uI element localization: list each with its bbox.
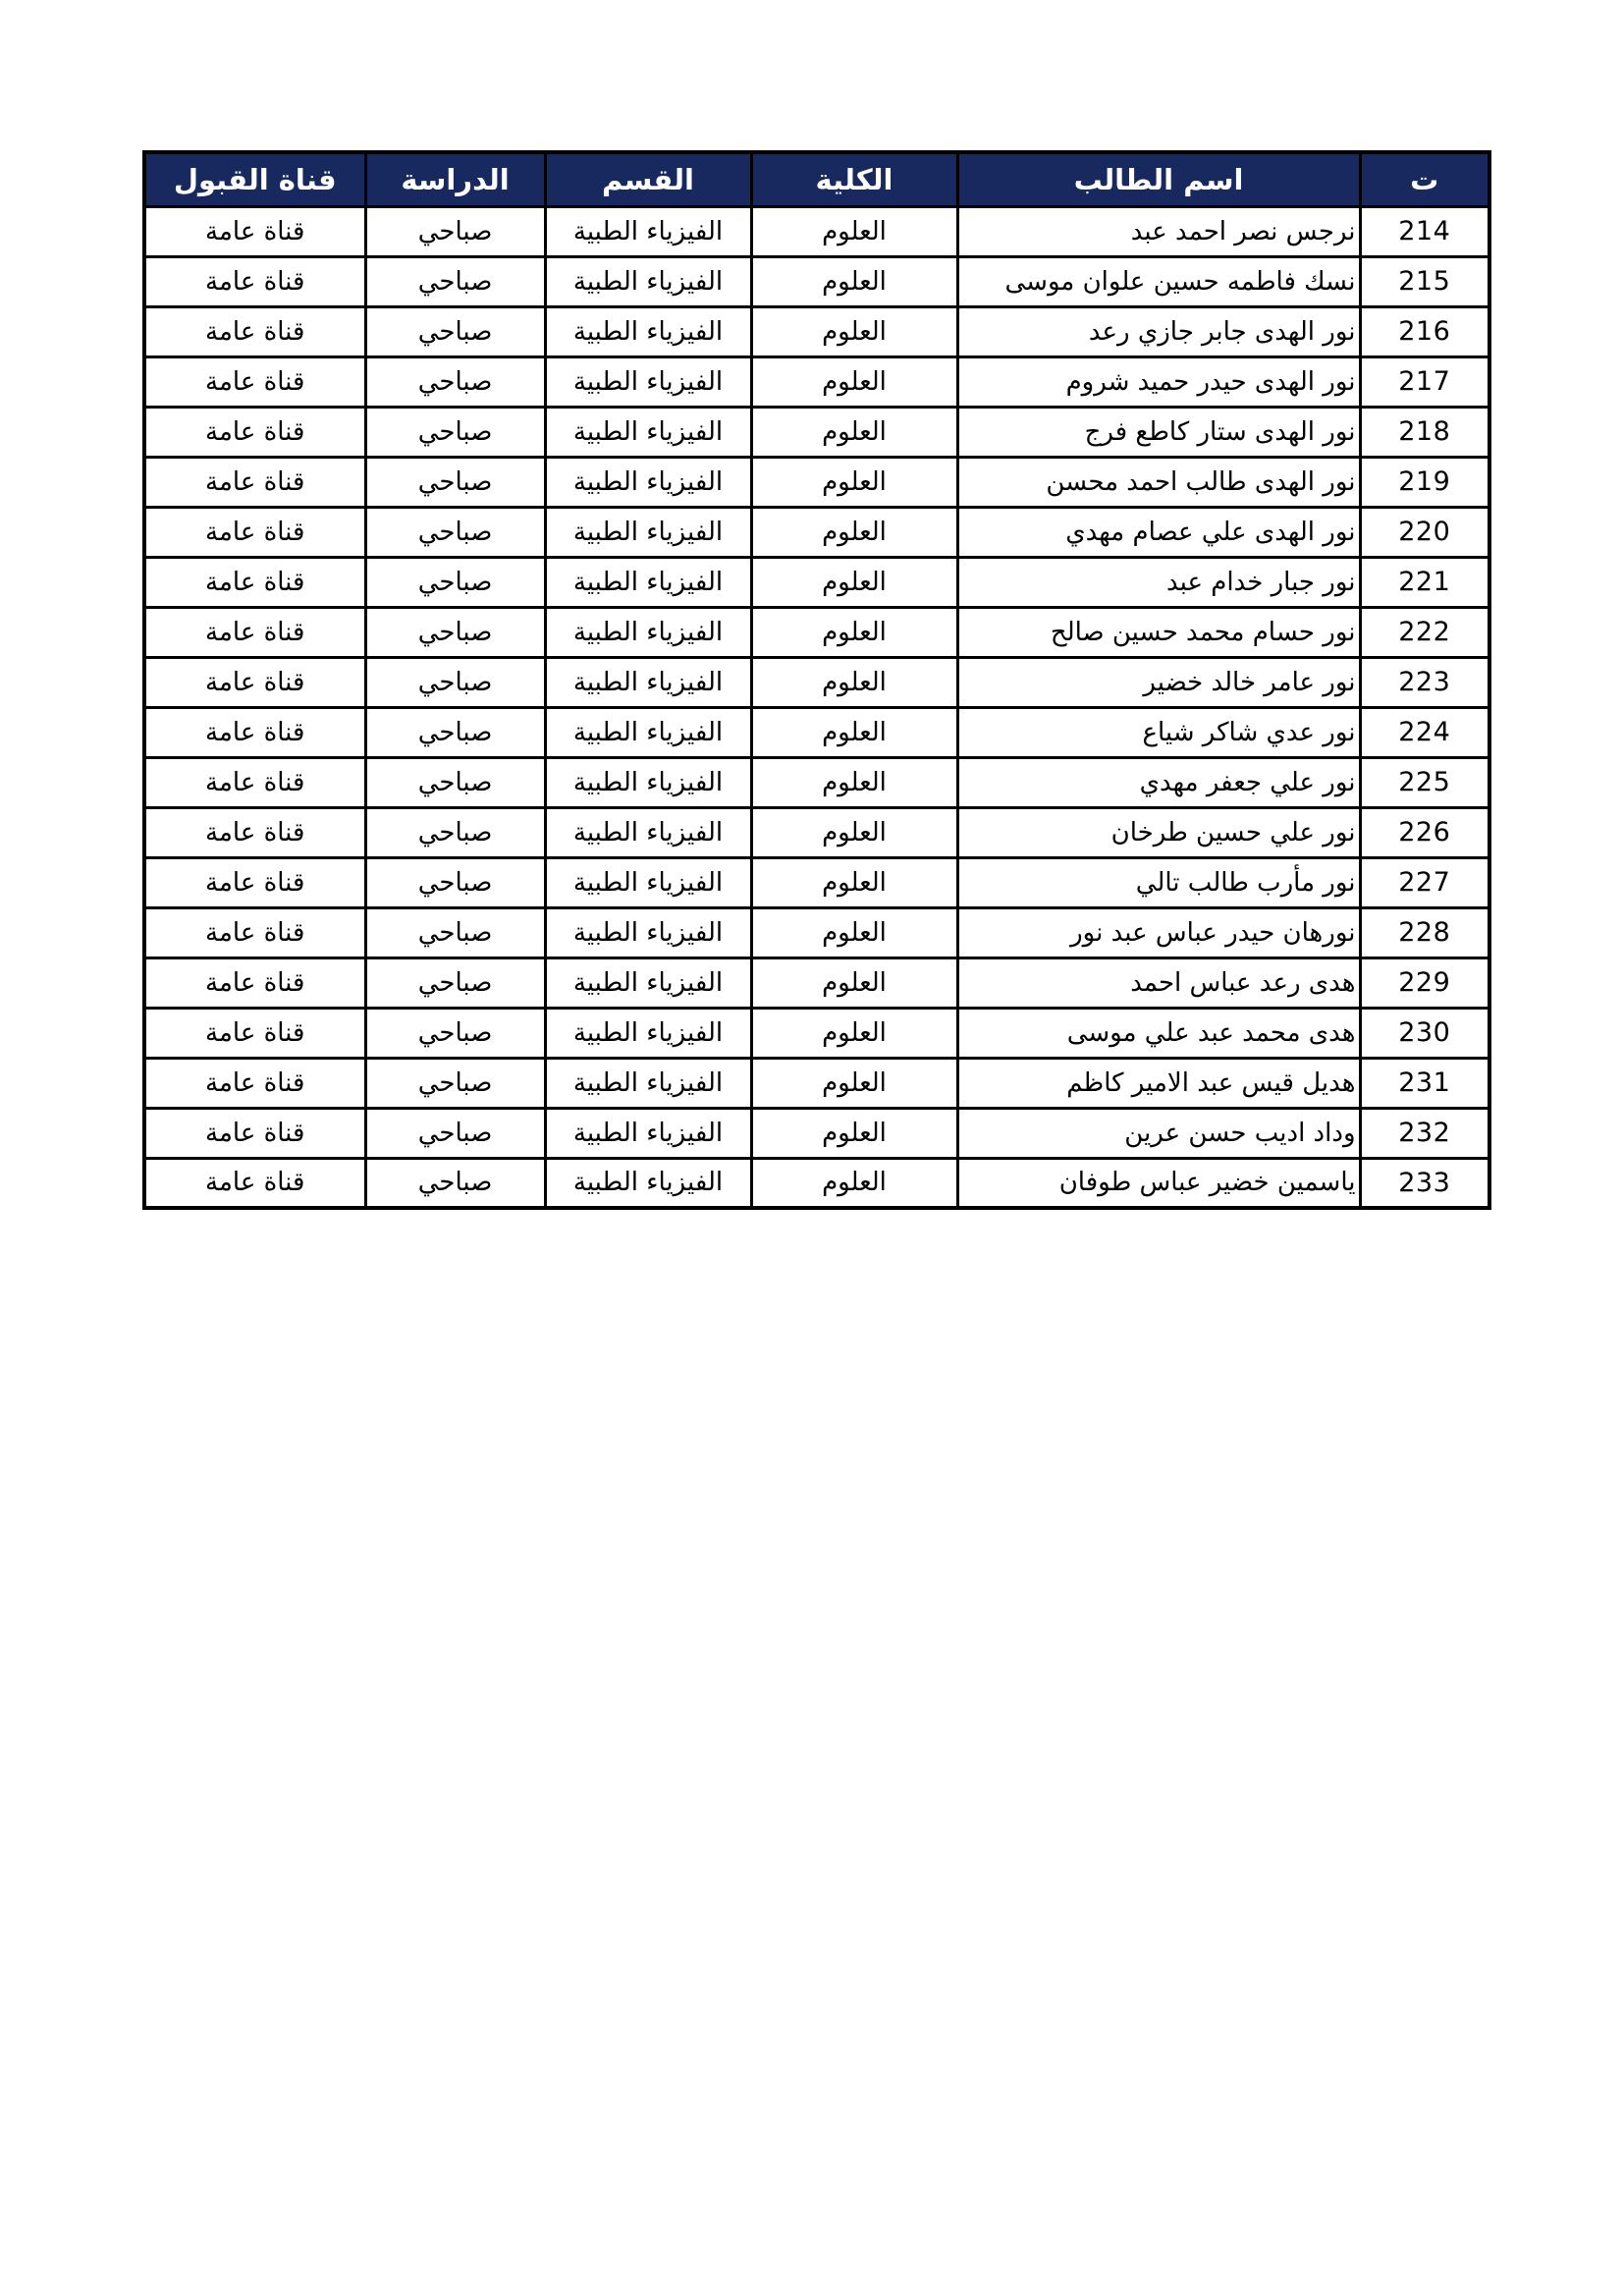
table-row	[144, 857, 1489, 907]
cell-name: نسك فاطمه حسين علوان موسى	[957, 256, 1360, 306]
header-cell-department: القسم	[545, 152, 751, 206]
cell-department: الفيزياء الطبية	[545, 907, 751, 957]
cell-study: صباحي	[365, 757, 545, 807]
cell-college: العلوم	[751, 206, 957, 256]
cell-name: نور علي حسين طرخان	[957, 807, 1360, 857]
cell-name: نور عدي شاكر شياع	[957, 707, 1360, 757]
table-header	[144, 152, 1489, 206]
cell-department: الفيزياء الطبية	[545, 256, 751, 306]
table-row	[144, 1058, 1489, 1108]
cell-study: صباحي	[365, 507, 545, 557]
cell-channel: قناة عامة	[144, 1108, 365, 1158]
cell-name: نور علي جعفر مهدي	[957, 757, 1360, 807]
cell-department: الفيزياء الطبية	[545, 457, 751, 507]
cell-channel: قناة عامة	[144, 206, 365, 256]
table-row	[144, 907, 1489, 957]
cell-channel: قناة عامة	[144, 857, 365, 907]
table-row	[144, 707, 1489, 757]
cell-index: 226	[1360, 807, 1489, 857]
cell-name: نرجس نصر احمد عبد	[957, 206, 1360, 256]
cell-department: الفيزياء الطبية	[545, 707, 751, 757]
cell-channel: قناة عامة	[144, 707, 365, 757]
cell-college: العلوم	[751, 407, 957, 457]
cell-college: العلوم	[751, 1008, 957, 1058]
cell-department: الفيزياء الطبية	[545, 807, 751, 857]
header-row	[144, 152, 1489, 206]
cell-college: العلوم	[751, 457, 957, 507]
cell-department: الفيزياء الطبية	[545, 757, 751, 807]
cell-college: العلوم	[751, 857, 957, 907]
cell-study: صباحي	[365, 1158, 545, 1208]
cell-study: صباحي	[365, 557, 545, 607]
cell-college: العلوم	[751, 607, 957, 657]
cell-study: صباحي	[365, 356, 545, 407]
cell-channel: قناة عامة	[144, 1158, 365, 1208]
cell-index: 232	[1360, 1108, 1489, 1158]
cell-college: العلوم	[751, 1058, 957, 1108]
cell-name: نور الهدى جابر جازي رعد	[957, 306, 1360, 356]
cell-index: 217	[1360, 356, 1489, 407]
cell-index: 221	[1360, 557, 1489, 607]
cell-study: صباحي	[365, 256, 545, 306]
table-row	[144, 356, 1489, 407]
cell-department: الفيزياء الطبية	[545, 557, 751, 607]
cell-index: 233	[1360, 1158, 1489, 1208]
table-row	[144, 557, 1489, 607]
table-row	[144, 507, 1489, 557]
cell-name: ياسمين خضير عباس طوفان	[957, 1158, 1360, 1208]
cell-index: 231	[1360, 1058, 1489, 1108]
table-row	[144, 457, 1489, 507]
cell-index: 215	[1360, 256, 1489, 306]
cell-index: 216	[1360, 306, 1489, 356]
cell-index: 223	[1360, 657, 1489, 707]
cell-college: العلوم	[751, 507, 957, 557]
cell-index: 222	[1360, 607, 1489, 657]
cell-channel: قناة عامة	[144, 256, 365, 306]
cell-department: الفيزياء الطبية	[545, 306, 751, 356]
cell-study: صباحي	[365, 657, 545, 707]
cell-name: هديل قيس عبد الامير كاظم	[957, 1058, 1360, 1108]
cell-channel: قناة عامة	[144, 807, 365, 857]
students-table	[142, 150, 1491, 1210]
cell-channel: قناة عامة	[144, 607, 365, 657]
cell-study: صباحي	[365, 407, 545, 457]
cell-channel: قناة عامة	[144, 507, 365, 557]
cell-name: نورهان حيدر عباس عبد نور	[957, 907, 1360, 957]
cell-name: وداد اديب حسن عرين	[957, 1108, 1360, 1158]
cell-department: الفيزياء الطبية	[545, 1158, 751, 1208]
cell-index: 229	[1360, 957, 1489, 1008]
cell-department: الفيزياء الطبية	[545, 1008, 751, 1058]
table-row	[144, 256, 1489, 306]
header-cell-channel: قناة القبول	[144, 152, 365, 206]
table-row	[144, 407, 1489, 457]
cell-channel: قناة عامة	[144, 1008, 365, 1058]
cell-college: العلوم	[751, 657, 957, 707]
cell-index: 214	[1360, 206, 1489, 256]
cell-study: صباحي	[365, 206, 545, 256]
cell-study: صباحي	[365, 1108, 545, 1158]
cell-channel: قناة عامة	[144, 356, 365, 407]
cell-study: صباحي	[365, 857, 545, 907]
cell-name: نور الهدى حيدر حميد شروم	[957, 356, 1360, 407]
table-row	[144, 1008, 1489, 1058]
cell-study: صباحي	[365, 957, 545, 1008]
cell-name: نور جبار خدام عبد	[957, 557, 1360, 607]
cell-department: الفيزياء الطبية	[545, 857, 751, 907]
cell-college: العلوم	[751, 707, 957, 757]
cell-study: صباحي	[365, 607, 545, 657]
cell-study: صباحي	[365, 1008, 545, 1058]
cell-name: نور حسام محمد حسين صالح	[957, 607, 1360, 657]
table-row	[144, 1158, 1489, 1208]
cell-channel: قناة عامة	[144, 1058, 365, 1108]
cell-study: صباحي	[365, 306, 545, 356]
table-body	[144, 206, 1489, 1208]
cell-index: 227	[1360, 857, 1489, 907]
cell-index: 219	[1360, 457, 1489, 507]
cell-index: 224	[1360, 707, 1489, 757]
header-cell-study: الدراسة	[365, 152, 545, 206]
cell-college: العلوم	[751, 957, 957, 1008]
cell-channel: قناة عامة	[144, 957, 365, 1008]
table-row	[144, 206, 1489, 256]
cell-department: الفيزياء الطبية	[545, 206, 751, 256]
cell-index: 218	[1360, 407, 1489, 457]
cell-name: نور الهدى ستار كاطع فرج	[957, 407, 1360, 457]
cell-department: الفيزياء الطبية	[545, 1058, 751, 1108]
table-row	[144, 807, 1489, 857]
cell-study: صباحي	[365, 457, 545, 507]
cell-department: الفيزياء الطبية	[545, 407, 751, 457]
header-cell-index: ت	[1360, 152, 1489, 206]
cell-college: العلوم	[751, 1158, 957, 1208]
cell-index: 225	[1360, 757, 1489, 807]
table-row	[144, 607, 1489, 657]
table-row	[144, 306, 1489, 356]
cell-channel: قناة عامة	[144, 457, 365, 507]
header-cell-name: اسم الطالب	[957, 152, 1360, 206]
table-row	[144, 657, 1489, 707]
cell-study: صباحي	[365, 907, 545, 957]
table-row	[144, 957, 1489, 1008]
cell-index: 228	[1360, 907, 1489, 957]
cell-channel: قناة عامة	[144, 907, 365, 957]
cell-study: صباحي	[365, 807, 545, 857]
cell-college: العلوم	[751, 256, 957, 306]
cell-name: نور الهدى علي عصام مهدي	[957, 507, 1360, 557]
cell-name: نور الهدى طالب احمد محسن	[957, 457, 1360, 507]
header-cell-college: الكلية	[751, 152, 957, 206]
cell-name: هدى رعد عباس احمد	[957, 957, 1360, 1008]
cell-channel: قناة عامة	[144, 657, 365, 707]
table-row	[144, 1108, 1489, 1158]
cell-index: 220	[1360, 507, 1489, 557]
cell-channel: قناة عامة	[144, 407, 365, 457]
cell-channel: قناة عامة	[144, 557, 365, 607]
cell-channel: قناة عامة	[144, 757, 365, 807]
cell-study: صباحي	[365, 1058, 545, 1108]
cell-college: العلوم	[751, 306, 957, 356]
cell-college: العلوم	[751, 1108, 957, 1158]
cell-college: العلوم	[751, 356, 957, 407]
cell-name: نور مأرب طالب تالي	[957, 857, 1360, 907]
cell-department: الفيزياء الطبية	[545, 1108, 751, 1158]
table-row	[144, 757, 1489, 807]
cell-college: العلوم	[751, 757, 957, 807]
cell-study: صباحي	[365, 707, 545, 757]
cell-department: الفيزياء الطبية	[545, 607, 751, 657]
cell-department: الفيزياء الطبية	[545, 507, 751, 557]
cell-college: العلوم	[751, 807, 957, 857]
cell-name: نور عامر خالد خضير	[957, 657, 1360, 707]
cell-college: العلوم	[751, 907, 957, 957]
cell-department: الفيزياء الطبية	[545, 657, 751, 707]
cell-index: 230	[1360, 1008, 1489, 1058]
cell-channel: قناة عامة	[144, 306, 365, 356]
cell-college: العلوم	[751, 557, 957, 607]
cell-department: الفيزياء الطبية	[545, 356, 751, 407]
cell-name: هدى محمد عبد علي موسى	[957, 1008, 1360, 1058]
cell-department: الفيزياء الطبية	[545, 957, 751, 1008]
